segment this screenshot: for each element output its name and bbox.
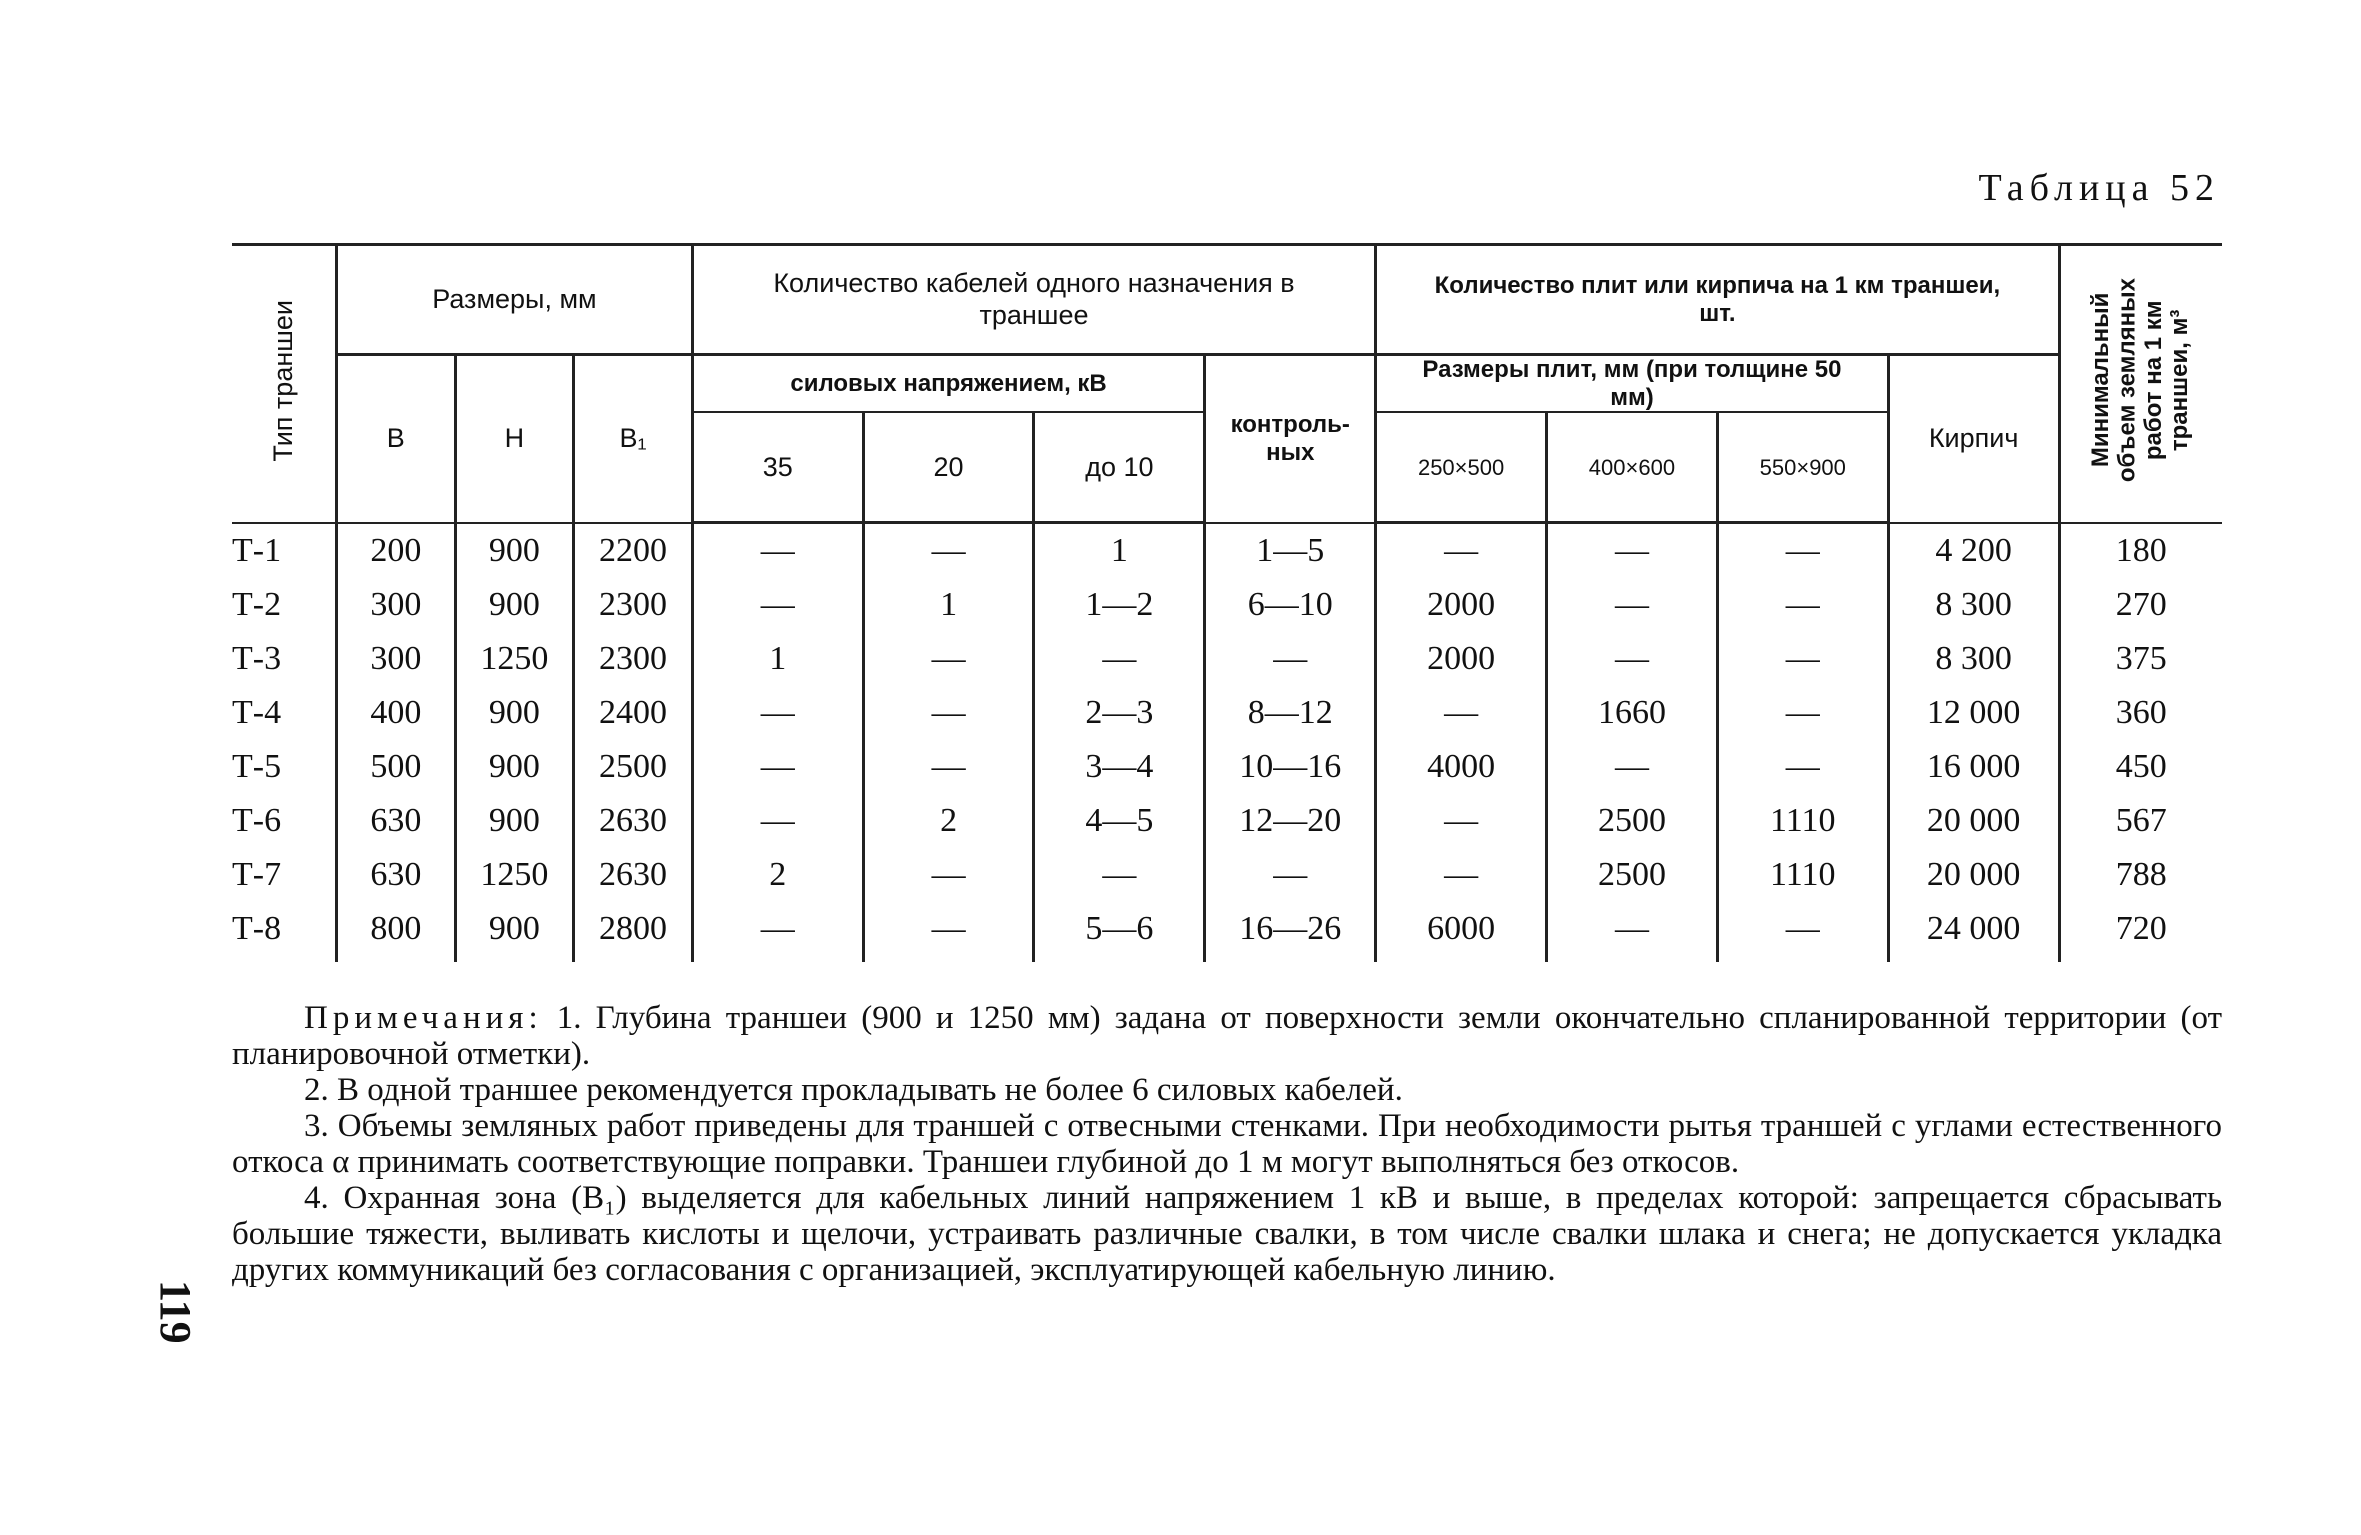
cell-b1: 2300 xyxy=(574,578,693,632)
cell-plate-3: — xyxy=(1717,740,1888,794)
cell-plate-1: — xyxy=(1376,686,1547,740)
cell-h: 900 xyxy=(455,686,574,740)
table-row xyxy=(232,902,2222,962)
cell-volume: 450 xyxy=(2059,740,2222,794)
cell-b: 800 xyxy=(337,902,456,962)
cell-control: — xyxy=(1205,632,1376,686)
cell-control: 10—16 xyxy=(1205,740,1376,794)
cell-h: 900 xyxy=(455,578,574,632)
cell-type: Т-7 xyxy=(232,848,337,902)
cell-10: — xyxy=(1034,632,1205,686)
header-h: H xyxy=(455,355,574,523)
cell-control: — xyxy=(1205,848,1376,902)
cell-brick: 8 300 xyxy=(1888,578,2059,632)
cell-brick: 20 000 xyxy=(1888,848,2059,902)
cell-35: — xyxy=(692,902,863,962)
cell-20: 1 xyxy=(863,578,1034,632)
cell-h: 1250 xyxy=(455,632,574,686)
header-cables: Количество кабелей одного назначения в траншее xyxy=(692,245,1375,355)
cell-h: 900 xyxy=(455,740,574,794)
cell-volume: 180 xyxy=(2059,523,2222,579)
header-plate-3: 550×900 xyxy=(1717,412,1888,523)
note-1-text: 1. Глубина траншеи (900 и 1250 мм) задана от поверхности земли окончательно спланированной территории (от планировочной отметки). xyxy=(232,1000,2222,1072)
cell-control: 1—5 xyxy=(1205,523,1376,579)
cell-control: 16—26 xyxy=(1205,902,1376,962)
cell-b1: 2400 xyxy=(574,686,693,740)
cell-b: 200 xyxy=(337,523,456,579)
notes xyxy=(232,1000,2222,1288)
cell-plate-1: — xyxy=(1376,794,1547,848)
header-b1: B₁ xyxy=(574,355,693,523)
header-volume: Минимальный объем земляных работ на 1 км траншеи, м³ xyxy=(2059,245,2222,523)
cell-volume: 567 xyxy=(2059,794,2222,848)
cell-type: Т-1 xyxy=(232,523,337,579)
cell-plate-1: 2000 xyxy=(1376,632,1547,686)
cell-10: — xyxy=(1034,848,1205,902)
cell-b: 400 xyxy=(337,686,456,740)
cell-control: 8—12 xyxy=(1205,686,1376,740)
cell-control: 6—10 xyxy=(1205,578,1376,632)
cell-type: Т-6 xyxy=(232,794,337,848)
cell-volume: 360 xyxy=(2059,686,2222,740)
cell-brick: 8 300 xyxy=(1888,632,2059,686)
cell-20: — xyxy=(863,902,1034,962)
cell-plate-3: — xyxy=(1717,632,1888,686)
cell-plate-3: — xyxy=(1717,902,1888,962)
cell-10: 5—6 xyxy=(1034,902,1205,962)
cell-20: — xyxy=(863,523,1034,579)
cell-b1: 2630 xyxy=(574,794,693,848)
cell-35: — xyxy=(692,794,863,848)
cell-type: Т-4 xyxy=(232,686,337,740)
cell-35: — xyxy=(692,740,863,794)
cell-plate-2: — xyxy=(1547,902,1718,962)
table-row xyxy=(232,686,2222,740)
header-power: силовых напряжением, кВ xyxy=(692,355,1205,413)
cell-20: — xyxy=(863,848,1034,902)
cell-35: 1 xyxy=(692,632,863,686)
cell-h: 900 xyxy=(455,794,574,848)
table-row xyxy=(232,632,2222,686)
note-4: 4. Охранная зона (B₁) выделяется для кабельных линий напряжением 1 кВ и выше, в пределах которой: запрещается сбрасывать большие тяжести, выливать кислоты и щелочи, устраивать различные свалки, в том числе свалки шлака и снега; не допускается укладка других коммуникаций без согласования с организацией, эксплуатирующей кабельную линию. xyxy=(232,1180,2222,1288)
cell-brick: 12 000 xyxy=(1888,686,2059,740)
cell-b1: 2800 xyxy=(574,902,693,962)
cell-35: — xyxy=(692,578,863,632)
cell-35: 2 xyxy=(692,848,863,902)
table-row xyxy=(232,740,2222,794)
cell-plate-2: — xyxy=(1547,578,1718,632)
header-sizes: Размеры, мм xyxy=(337,245,693,355)
cell-brick: 20 000 xyxy=(1888,794,2059,848)
header-b: B xyxy=(337,355,456,523)
cell-b: 500 xyxy=(337,740,456,794)
cell-b: 630 xyxy=(337,794,456,848)
note-1 xyxy=(232,1000,2222,1072)
notes-label: Примечания: xyxy=(304,1000,543,1036)
cell-type: Т-8 xyxy=(232,902,337,962)
cell-plate-3: — xyxy=(1717,578,1888,632)
table-caption: Таблица 52 xyxy=(1978,167,2220,209)
cell-b: 300 xyxy=(337,632,456,686)
table-row xyxy=(232,848,2222,902)
cell-b1: 2500 xyxy=(574,740,693,794)
cell-h: 900 xyxy=(455,902,574,962)
table-row xyxy=(232,578,2222,632)
table-row xyxy=(232,794,2222,848)
cell-type: Т-2 xyxy=(232,578,337,632)
note-2: 2. В одной траншее рекомендуется прокладывать не более 6 силовых кабелей. xyxy=(304,1072,1403,1108)
header-20: 20 xyxy=(863,412,1034,523)
cell-10: 1 xyxy=(1034,523,1205,579)
header-plate-sizes: Размеры плит, мм (при толщине 50 мм) xyxy=(1376,355,1889,413)
cell-20: — xyxy=(863,686,1034,740)
cell-brick: 16 000 xyxy=(1888,740,2059,794)
cell-volume: 375 xyxy=(2059,632,2222,686)
cell-type: Т-3 xyxy=(232,632,337,686)
table-row xyxy=(232,523,2222,579)
cell-20: — xyxy=(863,632,1034,686)
cell-plate-2: 1660 xyxy=(1547,686,1718,740)
cell-plate-2: — xyxy=(1547,740,1718,794)
cell-h: 900 xyxy=(455,523,574,579)
cell-b1: 2630 xyxy=(574,848,693,902)
cell-volume: 788 xyxy=(2059,848,2222,902)
cell-b1: 2200 xyxy=(574,523,693,579)
cell-control: 12—20 xyxy=(1205,794,1376,848)
header-plate-1: 250×500 xyxy=(1376,412,1547,523)
cell-plate-2: — xyxy=(1547,523,1718,579)
header-brick: Кирпич xyxy=(1888,355,2059,523)
cell-20: — xyxy=(863,740,1034,794)
cell-type: Т-5 xyxy=(232,740,337,794)
header-control: контроль- ных xyxy=(1205,355,1376,523)
cell-plate-1: 4000 xyxy=(1376,740,1547,794)
cell-plate-3: 1110 xyxy=(1717,794,1888,848)
cell-plate-1: — xyxy=(1376,523,1547,579)
trench-table xyxy=(232,243,2222,962)
header-35: 35 xyxy=(692,412,863,523)
cell-plate-1: 6000 xyxy=(1376,902,1547,962)
cell-plate-3: 1110 xyxy=(1717,848,1888,902)
cell-plate-3: — xyxy=(1717,686,1888,740)
cell-plate-2: 2500 xyxy=(1547,794,1718,848)
cell-volume: 720 xyxy=(2059,902,2222,962)
cell-20: 2 xyxy=(863,794,1034,848)
cell-plate-1: 2000 xyxy=(1376,578,1547,632)
header-type: Тип траншеи xyxy=(232,245,337,523)
cell-b: 630 xyxy=(337,848,456,902)
cell-35: — xyxy=(692,523,863,579)
header-plate-2: 400×600 xyxy=(1547,412,1718,523)
cell-plate-1: — xyxy=(1376,848,1547,902)
note-3: 3. Объемы земляных работ приведены для траншей с отвесными стенками. При необходимости рытья траншей с углами естественного откоса α принимать соответствующие поправки. Траншеи глубиной до 1 м могут выполняться без откосов. xyxy=(232,1108,2222,1180)
cell-h: 1250 xyxy=(455,848,574,902)
cell-plate-2: 2500 xyxy=(1547,848,1718,902)
page-number: 119 xyxy=(151,1280,200,1344)
cell-10: 4—5 xyxy=(1034,794,1205,848)
cell-10: 1—2 xyxy=(1034,578,1205,632)
cell-b: 300 xyxy=(337,578,456,632)
header-plates: Количество плит или кирпича на 1 км траншеи, шт. xyxy=(1376,245,2059,355)
cell-volume: 270 xyxy=(2059,578,2222,632)
cell-plate-3: — xyxy=(1717,523,1888,579)
cell-brick: 24 000 xyxy=(1888,902,2059,962)
cell-10: 2—3 xyxy=(1034,686,1205,740)
cell-35: — xyxy=(692,686,863,740)
cell-b1: 2300 xyxy=(574,632,693,686)
cell-brick: 4 200 xyxy=(1888,523,2059,579)
cell-plate-2: — xyxy=(1547,632,1718,686)
cell-10: 3—4 xyxy=(1034,740,1205,794)
header-10: до 10 xyxy=(1034,412,1205,523)
